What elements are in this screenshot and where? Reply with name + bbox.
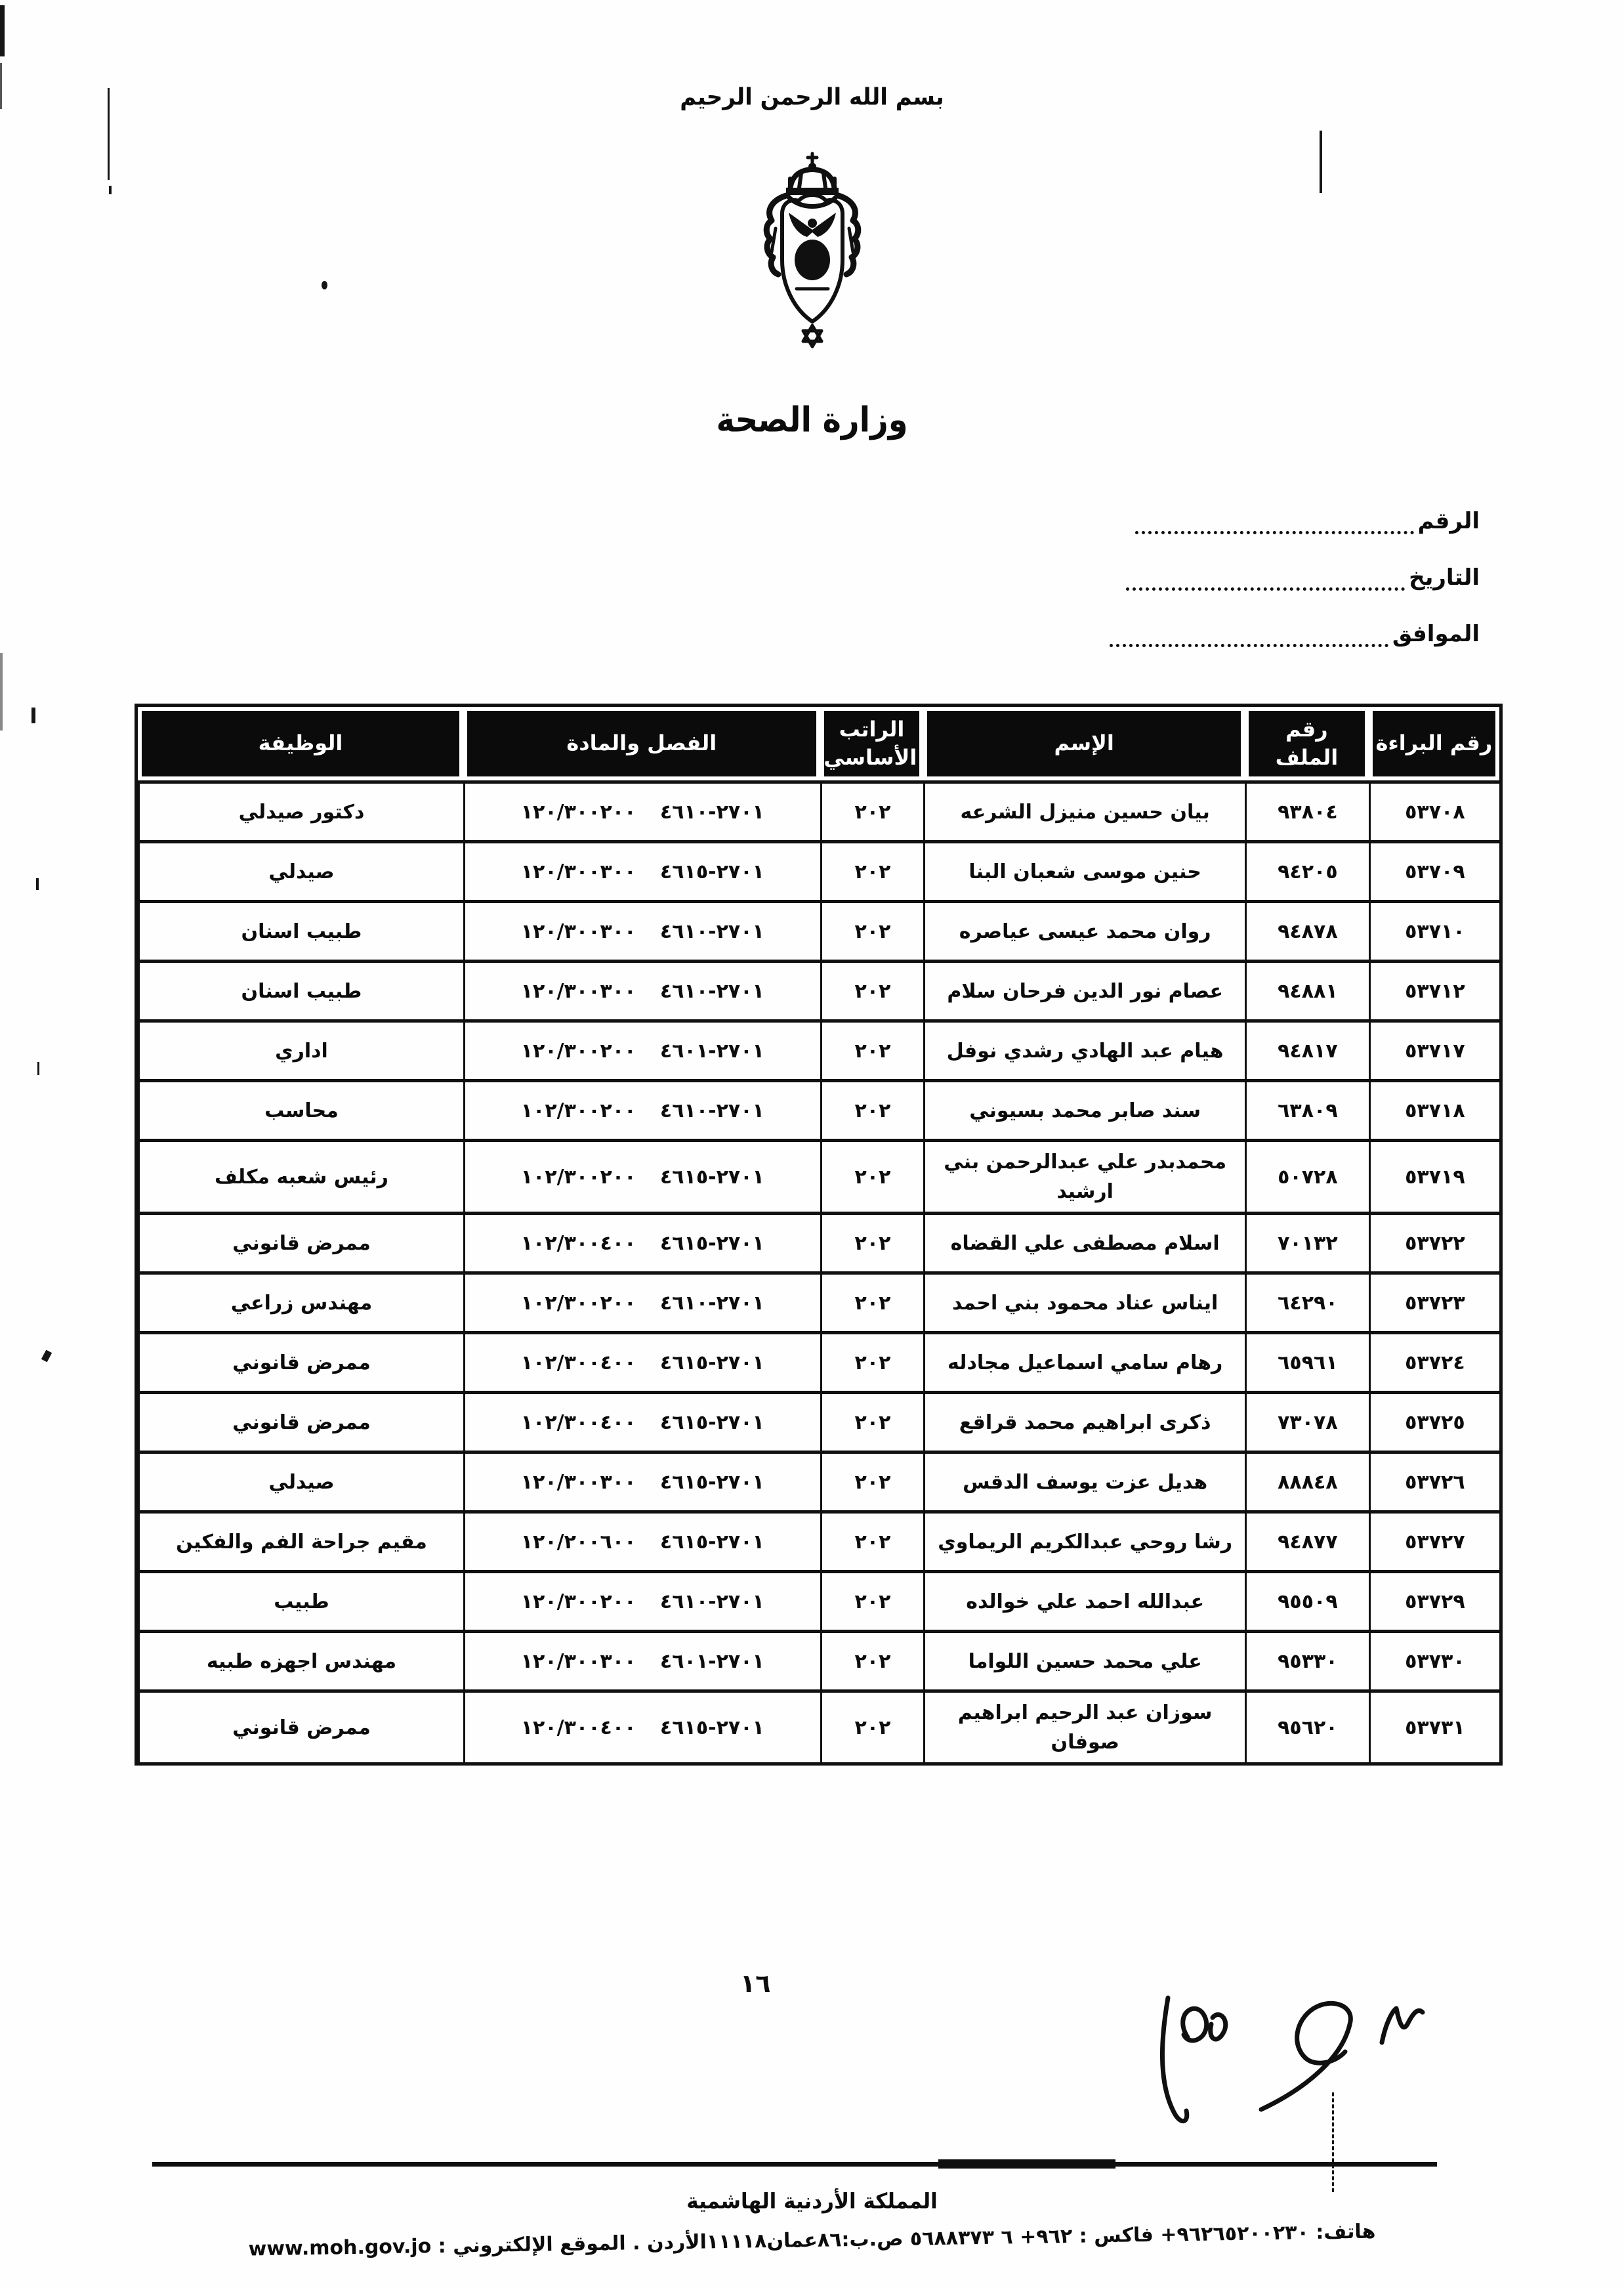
table-row — [138, 1630, 1499, 1689]
cell-file-no: ٧٣٠٧٨ — [1245, 1391, 1369, 1451]
cell-chapter-article: ١٢٠/٣٠٠٣٠٠ ٤٦٠١-٢٧٠١ — [463, 1630, 820, 1689]
royal-emblem-icon — [747, 150, 878, 375]
cell-name: ايناس عناد محمود بني احمد — [923, 1271, 1245, 1331]
cell-basic-salary: ٢٠٢ — [820, 1570, 924, 1630]
cell-decree-no: ٥٣٧١٧ — [1369, 1019, 1499, 1079]
cell-chapter-article: ١٠٢/٣٠٠٤٠٠ ٤٦١٥-٢٧٠١ — [463, 1212, 820, 1271]
cell-name: روان محمد عيسى عياصره — [923, 900, 1245, 960]
cell-name: سوزان عبد الرحيم ابراهيم صوفان — [923, 1689, 1245, 1762]
cell-name: محمدبدر علي عبدالرحمن بني ارشيد — [923, 1139, 1245, 1212]
cell-basic-salary: ٢٠٢ — [820, 1271, 924, 1331]
cell-decree-no: ٥٣٧٢٩ — [1369, 1570, 1499, 1630]
cell-job: ممرض قانوني — [138, 1689, 463, 1762]
cell-decree-no: ٥٣٧٣٠ — [1369, 1630, 1499, 1689]
ref-number-label: الرقم — [1417, 508, 1480, 534]
footer-divider-blob — [938, 2159, 1115, 2169]
cell-basic-salary: ٢٠٢ — [820, 1331, 924, 1391]
table-row — [138, 1212, 1499, 1271]
cell-basic-salary: ٢٠٢ — [820, 1689, 924, 1762]
cell-job: مهندس اجهزه طبيه — [138, 1630, 463, 1689]
cell-name: عبدالله احمد علي خوالده — [923, 1570, 1245, 1630]
bismillah-calligraphy: بسم الله الرحمن الرحيم — [680, 83, 944, 111]
cell-decree-no: ٥٣٧٢٦ — [1369, 1451, 1499, 1510]
cell-name: رهام سامي اسماعيل مجادله — [923, 1331, 1245, 1391]
cell-file-no: ٩٤٢٠٥ — [1245, 840, 1369, 900]
cell-decree-no: ٥٣٧٠٨ — [1369, 780, 1499, 840]
cell-file-no: ٦٣٨٠٩ — [1245, 1079, 1369, 1139]
header-job: الوظيفة — [138, 707, 463, 780]
scan-artifact — [322, 281, 327, 289]
ref-date-label: التاريخ — [1409, 564, 1480, 591]
scan-artifact — [37, 1062, 39, 1075]
cell-name: هيام عبد الهادي رشدي نوفل — [923, 1019, 1245, 1079]
header-file-number: رقم الملف — [1245, 707, 1369, 780]
ref-row-number — [1073, 478, 1480, 534]
table-row — [138, 900, 1499, 960]
cell-decree-no: ٥٣٧١٩ — [1369, 1139, 1499, 1212]
cell-decree-no: ٥٣٧٣١ — [1369, 1689, 1499, 1762]
table-row — [138, 1019, 1499, 1079]
table-header-row — [138, 707, 1499, 780]
cell-name: حنين موسى شعبان البنا — [923, 840, 1245, 900]
cell-decree-no: ٥٣٧٠٩ — [1369, 840, 1499, 900]
cell-chapter-article: ١٢٠/٣٠٠٣٠٠ ٤٦١٠-٢٧٠١ — [463, 900, 820, 960]
cell-basic-salary: ٢٠٢ — [820, 1510, 924, 1570]
cell-name: ذكرى ابراهيم محمد قراقع — [923, 1391, 1245, 1451]
table-row — [138, 840, 1499, 900]
cell-chapter-article: ١٠٢/٣٠٠٢٠٠ ٤٦١٠-٢٧٠١ — [463, 1271, 820, 1331]
cell-file-no: ٦٤٢٩٠ — [1245, 1271, 1369, 1331]
kingdom-title: المملكة الأردنية الهاشمية — [686, 2189, 938, 2214]
header-name: الإسم — [923, 707, 1245, 780]
scan-artifact — [36, 878, 39, 890]
table-row — [138, 780, 1499, 840]
table-row — [138, 960, 1499, 1019]
cell-basic-salary: ٢٠٢ — [820, 960, 924, 1019]
table-row — [138, 1139, 1499, 1212]
cell-job: طبيب اسنان — [138, 900, 463, 960]
cell-basic-salary: ٢٠٢ — [820, 780, 924, 840]
cell-basic-salary: ٢٠٢ — [820, 1139, 924, 1212]
cell-chapter-article: ١٢٠/٣٠٠٢٠٠ ٤٦١٠-٢٧٠١ — [463, 1570, 820, 1630]
cell-basic-salary: ٢٠٢ — [820, 900, 924, 960]
cell-chapter-article: ١٢٠/٣٠٠٣٠٠ ٤٦١٥-٢٧٠١ — [463, 840, 820, 900]
cell-basic-salary: ٢٠٢ — [820, 1019, 924, 1079]
cell-name: هديل عزت يوسف الدقس — [923, 1451, 1245, 1510]
cell-basic-salary: ٢٠٢ — [820, 1630, 924, 1689]
table-row — [138, 1510, 1499, 1570]
ref-number-dotted-line — [1135, 506, 1414, 534]
cell-file-no: ٧٠١٣٢ — [1245, 1212, 1369, 1271]
cell-file-no: ٩٤٨١٧ — [1245, 1019, 1369, 1079]
cell-chapter-article: ١٢٠/٣٠٠٣٠٠ ٤٦١٥-٢٧٠١ — [463, 1451, 820, 1510]
table-row — [138, 1689, 1499, 1762]
cell-name: بيان حسين منيزل الشرعه — [923, 780, 1245, 840]
table-row — [138, 1391, 1499, 1451]
cell-name: علي محمد حسين اللواما — [923, 1630, 1245, 1689]
cell-chapter-article: ١٠٢/٣٠٠٢٠٠ ٤٦١٠-٢٧٠١ — [463, 1079, 820, 1139]
scan-artifact — [31, 708, 35, 723]
page-number: ١٦ — [740, 1969, 771, 1998]
cell-name: سند صابر محمد بسيوني — [923, 1079, 1245, 1139]
cell-chapter-article: ١٠٢/٣٠٠٤٠٠ ٤٦١٥-٢٧٠١ — [463, 1391, 820, 1451]
cell-file-no: ٩٥٣٣٠ — [1245, 1630, 1369, 1689]
cell-job: صيدلي — [138, 840, 463, 900]
cell-name: اسلام مصطفى علي القضاه — [923, 1212, 1245, 1271]
cell-job: ممرض قانوني — [138, 1331, 463, 1391]
ref-corresponding-dotted-line — [1110, 619, 1388, 647]
cell-job: مهندس زراعي — [138, 1271, 463, 1331]
ref-row-date — [1073, 534, 1480, 591]
cell-file-no: ٦٥٩٦١ — [1245, 1331, 1369, 1391]
ref-date-dotted-line — [1126, 562, 1405, 591]
cell-name: عصام نور الدين فرحان سلام — [923, 960, 1245, 1019]
cell-file-no: ٩٤٨٧٧ — [1245, 1510, 1369, 1570]
cell-basic-salary: ٢٠٢ — [820, 1079, 924, 1139]
reference-fields — [1073, 478, 1480, 647]
cell-job: ممرض قانوني — [138, 1212, 463, 1271]
cell-basic-salary: ٢٠٢ — [820, 840, 924, 900]
table-row — [138, 1079, 1499, 1139]
cell-job: ممرض قانوني — [138, 1391, 463, 1451]
cell-job: محاسب — [138, 1079, 463, 1139]
cell-job: طبيب اسنان — [138, 960, 463, 1019]
ministry-title: وزارة الصحة — [716, 400, 908, 440]
cell-decree-no: ٥٣٧١٠ — [1369, 900, 1499, 960]
signature-icon — [1089, 1983, 1430, 2157]
cell-file-no: ٩٣٨٠٤ — [1245, 780, 1369, 840]
cell-file-no: ٩٥٦٢٠ — [1245, 1689, 1369, 1762]
cell-chapter-article: ١٢٠/٢٠٠٦٠٠ ٤٦١٥-٢٧٠١ — [463, 1510, 820, 1570]
scan-artifact — [1320, 131, 1322, 193]
cell-decree-no: ٥٣٧١٨ — [1369, 1079, 1499, 1139]
header-decree-number: رقم البراءة — [1369, 707, 1499, 780]
cell-job: دكتور صيدلي — [138, 780, 463, 840]
cell-job: اداري — [138, 1019, 463, 1079]
scan-artifact — [109, 186, 112, 194]
header-chapter-article: الفصل والمادة — [463, 707, 820, 780]
table-row — [138, 1331, 1499, 1391]
cell-chapter-article: ١٠٢/٣٠٠٤٠٠ ٤٦١٥-٢٧٠١ — [463, 1331, 820, 1391]
cell-job: صيدلي — [138, 1451, 463, 1510]
cell-basic-salary: ٢٠٢ — [820, 1212, 924, 1271]
cell-decree-no: ٥٣٧٢٧ — [1369, 1510, 1499, 1570]
table-row — [138, 1570, 1499, 1630]
footer-contact-line: هاتف: ٩٦٢٦٥٢٠٠٢٣٠+ فاكس : ٩٦٢+ ٦ ٥٦٨٨٣٧٣ ص.ب:٨٦عمان١١١١٨الأردن . الموقع الإلكتروني : www.moh.gov.jo — [248, 2220, 1376, 2261]
cell-chapter-article: ١٢٠/٣٠٠٢٠٠ ٤٦١٠-٢٧٠١ — [463, 780, 820, 840]
scan-artifact — [0, 5, 5, 56]
employee-table-body — [138, 780, 1499, 1762]
cell-decree-no: ٥٣٧٢٣ — [1369, 1271, 1499, 1331]
cell-decree-no: ٥٣٧١٢ — [1369, 960, 1499, 1019]
employees-table — [135, 704, 1503, 1766]
cell-file-no: ٩٥٥٠٩ — [1245, 1570, 1369, 1630]
footer-divider — [152, 2162, 1437, 2167]
scan-artifact — [0, 653, 3, 731]
table-row — [138, 1451, 1499, 1510]
ref-row-corresponding — [1073, 591, 1480, 647]
cell-chapter-article: ١٢٠/٣٠٠٢٠٠ ٤٦٠١-٢٧٠١ — [463, 1019, 820, 1079]
cell-decree-no: ٥٣٧٢٥ — [1369, 1391, 1499, 1451]
cell-file-no: ٩٤٨٧٨ — [1245, 900, 1369, 960]
cell-file-no: ٥٠٧٢٨ — [1245, 1139, 1369, 1212]
cell-chapter-article: ١٠٢/٣٠٠٢٠٠ ٤٦١٥-٢٧٠١ — [463, 1139, 820, 1212]
cell-basic-salary: ٢٠٢ — [820, 1451, 924, 1510]
cell-decree-no: ٥٣٧٢٤ — [1369, 1331, 1499, 1391]
cell-name: رشا روحي عبدالكريم الريماوي — [923, 1510, 1245, 1570]
cell-basic-salary: ٢٠٢ — [820, 1391, 924, 1451]
cell-file-no: ٩٤٨٨١ — [1245, 960, 1369, 1019]
cell-chapter-article: ١٢٠/٣٠٠٤٠٠ ٤٦١٥-٢٧٠١ — [463, 1689, 820, 1762]
cell-chapter-article: ١٢٠/٣٠٠٣٠٠ ٤٦١٠-٢٧٠١ — [463, 960, 820, 1019]
cell-file-no: ٨٨٨٤٨ — [1245, 1451, 1369, 1510]
table-row — [138, 1271, 1499, 1331]
cell-decree-no: ٥٣٧٢٢ — [1369, 1212, 1499, 1271]
cell-job: رئيس شعبه مكلف — [138, 1139, 463, 1212]
ref-corresponding-label: الموافق — [1392, 621, 1480, 647]
header-basic-salary: الراتب الأساسي — [820, 707, 924, 780]
cell-job: مقيم جراحة الفم والفكين — [138, 1510, 463, 1570]
scan-artifact — [41, 1350, 52, 1363]
cell-job: طبيب — [138, 1570, 463, 1630]
